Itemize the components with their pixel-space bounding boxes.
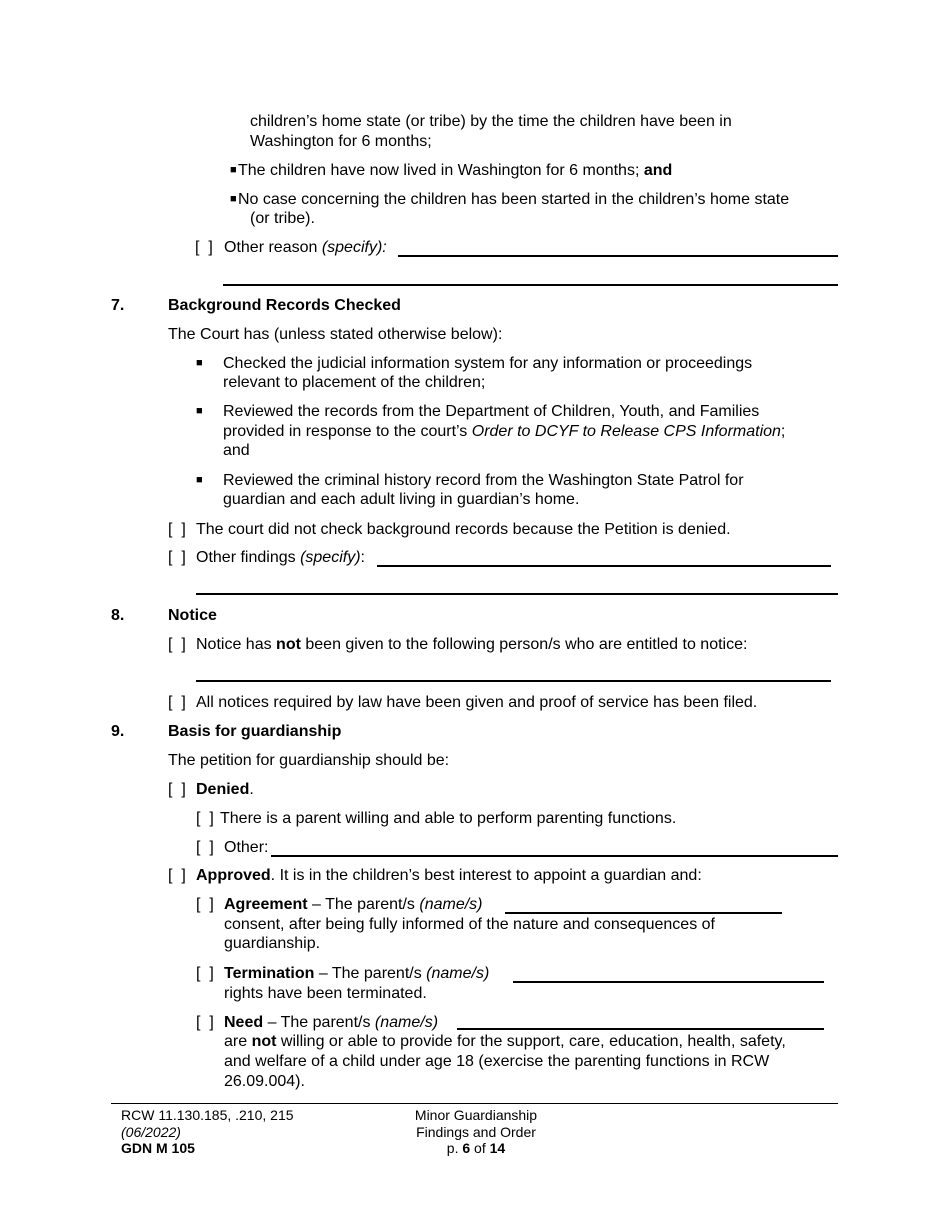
footer-title-1: Minor Guardianship xyxy=(414,1107,538,1123)
footer-title-2: Findings and Order xyxy=(416,1124,536,1140)
section-7-item-3-line-1: Reviewed the criminal history record from the Washington State Patrol for xyxy=(223,472,744,489)
checkbox-all-notices-given[interactable]: [ ] xyxy=(168,694,186,711)
section-7-item-2-line-2: provided in response to the court’s Order to DCYF to Release CPS Information; xyxy=(223,423,786,440)
checkbox-other-findings[interactable]: [ ] xyxy=(168,549,186,566)
need-label: Need – The parent/s (name/s) xyxy=(224,1014,439,1031)
section-9-title: Basis for guardianship xyxy=(168,723,342,740)
checkbox-other-reason[interactable]: [ ] xyxy=(195,239,213,256)
bullet-icon: ■ xyxy=(230,193,237,205)
continuation-line-1: children’s home state (or tribe) by the time the children have been in xyxy=(250,113,732,130)
footer-rcw: RCW 11.130.185, .210, 215 xyxy=(121,1107,294,1123)
denied-label: Denied. xyxy=(196,781,254,798)
notice-not-given-label: Notice has not been given to the following person/s who are entitled to notice: xyxy=(196,636,748,653)
other-findings-label: Other findings (specify): xyxy=(196,549,365,566)
section-7-intro: The Court has (unless stated otherwise below): xyxy=(168,326,503,343)
termination-label: Termination – The parent/s (name/s) xyxy=(224,965,490,982)
other-findings-input-line-2[interactable] xyxy=(196,593,838,595)
agreement-line-2: consent, after being fully informed of the nature and consequences of xyxy=(224,916,715,933)
other-reason-label: Other reason (specify): xyxy=(224,239,387,256)
not-checked-label: The court did not check background records because the Petition is denied. xyxy=(196,521,731,538)
section-7-number: 7. xyxy=(111,297,125,314)
checkbox-termination[interactable]: [ ] xyxy=(196,965,214,982)
footer-divider xyxy=(111,1103,838,1104)
agreement-label: Agreement – The parent/s (name/s) xyxy=(224,896,483,913)
continuation-line-2: Washington for 6 months; xyxy=(250,133,432,150)
checkbox-parent-willing[interactable]: [ ] xyxy=(196,810,214,827)
section-7-item-1-line-1: Checked the judicial information system for any information or proceedings xyxy=(223,355,753,372)
bullet-item-no-case-line-2: (or tribe). xyxy=(250,210,315,227)
denied-other-label: Other: xyxy=(224,839,269,856)
checkbox-denied-other[interactable]: [ ] xyxy=(196,839,214,856)
checkbox-approved[interactable]: [ ] xyxy=(168,867,186,884)
checkbox-notice-not-given[interactable]: [ ] xyxy=(168,636,186,653)
section-7-title: Background Records Checked xyxy=(168,297,401,314)
termination-parents-input-line[interactable] xyxy=(513,981,824,983)
checkbox-agreement[interactable]: [ ] xyxy=(196,896,214,913)
need-line-4: 26.09.004). xyxy=(224,1073,305,1090)
checkbox-need[interactable]: [ ] xyxy=(196,1014,214,1031)
need-parents-input-line[interactable] xyxy=(457,1028,824,1030)
other-reason-input-line-2[interactable] xyxy=(223,284,838,286)
bullet-item-lived-6-months: The children have now lived in Washington for 6 months; and xyxy=(238,162,673,179)
section-7-item-1-line-2: relevant to placement of the children; xyxy=(223,374,486,391)
agreement-line-3: guardianship. xyxy=(224,935,321,952)
footer-page-number: p. 6 of 14 xyxy=(446,1140,506,1156)
agreement-parents-input-line[interactable] xyxy=(505,912,782,914)
footer-form-number: GDN M 105 xyxy=(121,1140,195,1156)
other-findings-input-line[interactable] xyxy=(377,565,831,567)
parent-willing-label: There is a parent willing and able to perform parenting functions. xyxy=(220,810,677,827)
bullet-icon: ■ xyxy=(196,405,203,417)
denied-other-input-line[interactable] xyxy=(271,855,838,857)
other-reason-input-line[interactable] xyxy=(398,255,838,257)
approved-label: Approved. It is in the children’s best interest to appoint a guardian and: xyxy=(196,867,702,884)
section-8-number: 8. xyxy=(111,607,125,624)
notice-persons-input-line[interactable] xyxy=(196,680,831,682)
section-7-item-2-line-1: Reviewed the records from the Department of Children, Youth, and Families xyxy=(223,403,760,420)
section-9-number: 9. xyxy=(111,723,125,740)
checkbox-denied[interactable]: [ ] xyxy=(168,781,186,798)
all-notices-given-label: All notices required by law have been given and proof of service has been filed. xyxy=(196,694,758,711)
section-9-intro: The petition for guardianship should be: xyxy=(168,752,450,769)
bullet-icon: ■ xyxy=(196,357,203,369)
need-line-3: and welfare of a child under age 18 (exercise the parenting functions in RCW xyxy=(224,1053,770,1070)
checkbox-not-checked[interactable]: [ ] xyxy=(168,521,186,538)
bullet-icon: ■ xyxy=(196,474,203,486)
termination-line-2: rights have been terminated. xyxy=(224,985,427,1002)
bullet-item-no-case-line-1: No case concerning the children has been started in the children’s home state xyxy=(238,191,790,208)
section-7-item-3-line-2: guardian and each adult living in guardian’s home. xyxy=(223,491,580,508)
section-7-item-2-line-3: and xyxy=(223,442,250,459)
section-8-title: Notice xyxy=(168,607,217,624)
need-line-2: are not willing or able to provide for the support, care, education, health, safety, xyxy=(224,1033,786,1050)
bullet-icon: ■ xyxy=(230,164,237,176)
footer-date: (06/2022) xyxy=(121,1124,181,1140)
